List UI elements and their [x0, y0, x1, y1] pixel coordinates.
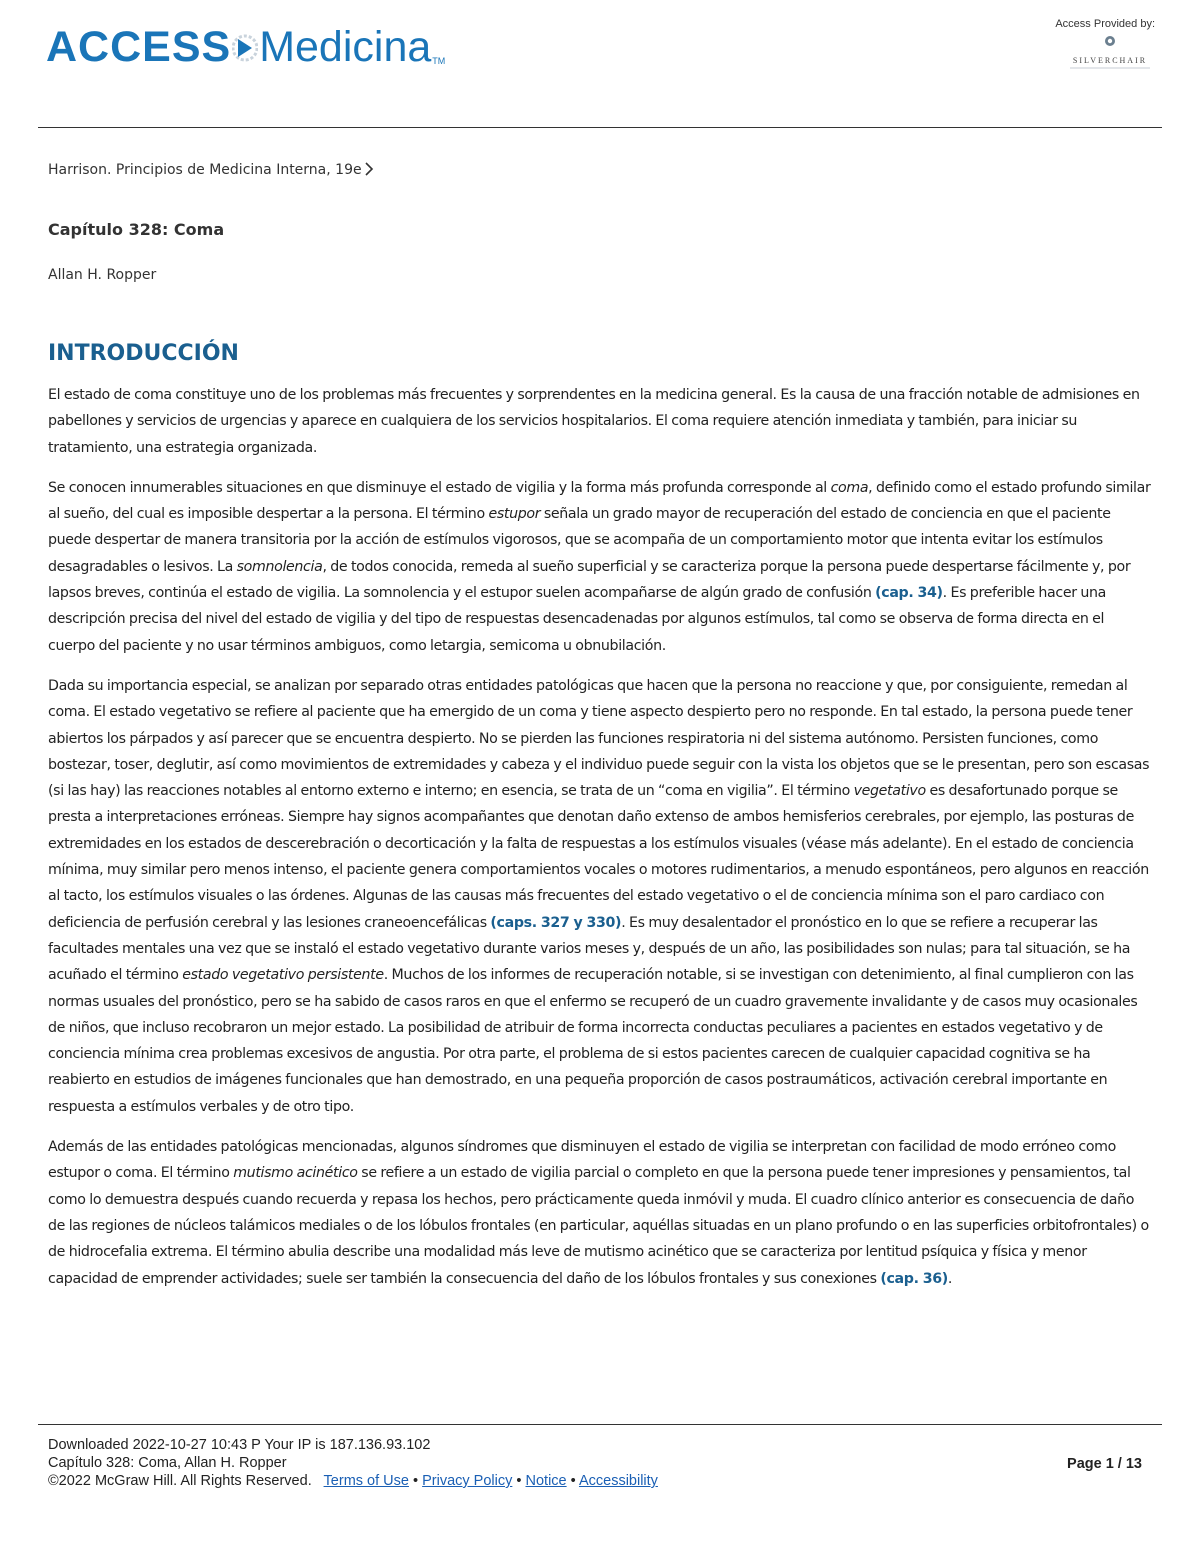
emphasis-term: estado vegetativo persistente — [182, 967, 384, 984]
accessmedicina-logo[interactable] — [46, 22, 445, 72]
text-run: , definido como el estado profundo similar al sueño, del cual es imposible despertar a la persona. El término — [48, 479, 1151, 523]
breadcrumb[interactable] — [48, 159, 1154, 181]
section-title: INTRODUCCIÓN — [48, 341, 239, 366]
emphasis-term: mutismo acinético — [233, 1165, 358, 1182]
text-run: señala un grado mayor de recuperación del estado de conciencia en que el paciente puede despertar de manera transitoria por la acción de estímulos vigorosos, que se acompaña de un comportamiento motor que intenta evitar los estímulos desagradables o lesivos. La — [48, 506, 1111, 575]
accessibility-link[interactable]: Accessibility — [578, 1473, 658, 1489]
chapter-reference-link[interactable]: (cap. 34) — [875, 585, 943, 602]
chevron-right-icon — [364, 162, 374, 176]
article-content — [48, 150, 1154, 1292]
chapter-reference-link[interactable]: (cap. 36) — [880, 1270, 948, 1287]
access-provided-by — [1045, 18, 1155, 65]
paragraph-2 — [48, 475, 1154, 659]
emphasis-term: estupor — [488, 506, 541, 523]
logo-arrow-icon — [232, 22, 258, 72]
text-run: es desafortunado porque se presta a interpretaciones erróneas. Siempre hay signos acompañantes que denotan daño extenso de ambos hemisferios cerebrales, por ejemplo, las posturas de extremidades en los estados de descerebración o decorticación y la falta de respuestas a los estímulos visuales (véase más adelante). En el estado de conciencia mínima, muy similar pero menos intenso, el paciente genera comportamientos vocales o motores rudimentarios, a menudo espontáneos, pero algunos en reacción al tacto, los estímulos visuales o las órdenes. Algunas de las causas más frecuentes del estado vegetativo o el de conciencia mínima son el paro cardiaco con deficiencia de perfusión cerebral y las lesiones craneoencefálicas — [48, 783, 1149, 931]
text-run: . — [947, 1270, 953, 1287]
text-run: se refiere a un estado de vigilia parcial o completo en que la persona puede tener impresiones y pensamientos, tal como lo demuestra después cuando recuerda y repasa los hechos, pero prácticamente queda inmóvil y muda. El cuadro clínico anterior es consecuencia de daño de las regiones de núcleos talámicos mediales o de los lóbulos frontales (en particular, aquéllas situadas en un plano profundo o en las superficies orbitofrontales) o de hidrocefalia extrema. El término abulia describe una modalidad más leve de mutismo acinético que se caracteriza por lentitud psíquica y física y menor capacidad de emprender actividades; suele ser también la consecuencia del daño de los lóbulos frontales y sus conexiones — [48, 1165, 1149, 1287]
footer-separator: • — [413, 1473, 419, 1489]
paragraph-3 — [48, 673, 1154, 1120]
chapter-title: Capítulo 328: Coma — [48, 220, 225, 239]
author-name: Allan H. Ropper — [48, 267, 157, 283]
page-header — [0, 0, 1200, 128]
logo-access-text: ACCESS — [46, 23, 232, 71]
copyright: ©2022 McGraw Hill. All Rights Reserved. — [48, 1473, 312, 1489]
download-info: Downloaded 2022-10-27 10:43 P Your IP is 187.136.93.102 — [48, 1437, 431, 1453]
text-run: . Es muy desalentador el pronóstico en lo que se refiere a recuperar las facultades mentales una vez que se instaló el estado vegetativo durante varios meses y, después de un año, las posibilidades son nulas; para tal situación, se ha acuñado el término — [48, 914, 1131, 984]
emphasis-term: somnolencia — [236, 558, 323, 575]
footer-links-row — [48, 1472, 1148, 1490]
provider-name: SILVERCHAIR — [1072, 56, 1148, 65]
page-footer — [48, 1436, 1148, 1490]
page-number: Page 1 / 13 — [1067, 1456, 1142, 1472]
citation: Capítulo 328: Coma, Allan H. Ropper — [48, 1455, 287, 1471]
emphasis-term: coma — [830, 479, 869, 496]
text-run: Además de las entidades patológicas mencionadas, algunos síndromes que disminuyen el estado de vigilia se interpretan con facilidad de modo erróneo como estupor o coma. El término — [48, 1139, 1116, 1182]
provider-logo-icon — [1065, 32, 1155, 78]
paragraph-4 — [48, 1134, 1154, 1292]
breadcrumb-book-link[interactable]: Harrison. Principios de Medicina Interna, 19e — [48, 162, 362, 178]
emphasis-term: vegetativo — [853, 783, 926, 800]
header-divider — [38, 127, 1162, 128]
text-run: . Muchos de los informes de recuperación notable, si se investigan con detenimiento, al final cumplieron con las normas usuales del pronóstico, pero se ha sabido de casos raros en que el enfermo se recuperó de un cuadro gravemente invalidante y de casos muy ocasionales de niños, que incluso recobraron un mejor estado. La posibilidad de atribuir de forma incorrecta conductas peculiares a pacientes en estados vegetativo y de conciencia mínima crea problemas excesivos de angustia. Por otra parte, el problema de si estos pacientes carecen de cualquier capacidad cognitiva se ha reabierto en estudios de imágenes funcionales que han demostrado, en una pequeña proporción de casos postraumáticos, activación cerebral importante en respuesta a estímulos verbales y de otro tipo. — [48, 967, 1138, 1115]
text-run: , de todos conocida, remeda al sueño superficial y se caracteriza porque la persona puede despertarse fácilmente y, por lapsos breves, continúa el estado de vigilia. La somnolencia y el estupor suelen acompañarse de algún grado de confusión — [48, 558, 1131, 602]
notice-link[interactable]: Notice — [525, 1473, 567, 1489]
logo-trademark: TM — [432, 56, 446, 66]
terms-of-use-link[interactable]: Terms of Use — [323, 1473, 409, 1489]
chapter-reference-link[interactable]: (caps. 327 y 330) — [490, 914, 622, 931]
privacy-policy-link[interactable]: Privacy Policy — [422, 1473, 513, 1489]
provided-by-label: Access Provided by: — [1055, 18, 1155, 30]
paragraph-1: El estado de coma constituye uno de los problemas más frecuentes y sorprendentes en la medicina general. Es la causa de una fracción notable de admisiones en pabellones y servicios de urgencias y aparece en cualquiera de los servicios hospitalarios. El coma requiere atención inmediata y también, para iniciar su tratamiento, una estrategia organizada. — [48, 387, 1140, 456]
logo-medicina-text: Medicina — [259, 23, 432, 71]
footer-divider — [38, 1424, 1162, 1425]
text-run: Dada su importancia especial, se analizan por separado otras entidades patológicas que hacen que la persona no reaccione y que, por consiguiente, remedan al coma. El estado vegetativo se refiere al paciente que ha emergido de un coma y tiene aspecto despierto pero no responde. En tal estado, la persona puede tener abiertos los párpados y así parecer que se encuentra despierto. No se pierden las funciones respiratoria ni del sistema autónomo. Persisten funciones, como bostezar, toser, deglutir, así como movimientos de extremidades y cabeza y el individuo puede seguir con la vista los objetos que se le presentan, pero son escasas (si las hay) las reacciones notables al entorno externo e interno; en esencia, se trata de un “coma en vigilia”. El término — [48, 677, 1150, 800]
footer-separator: • — [516, 1473, 522, 1489]
footer-separator: • — [570, 1473, 576, 1489]
text-run: Se conocen innumerables situaciones en que disminuye el estado de vigilia y la forma más profunda corresponde al — [48, 479, 831, 496]
text-run: . Es preferible hacer una descripción precisa del nivel del estado de vigilia y del tipo de respuestas desencadenadas por algunos estímulos, tal como se observa de forma directa en el cuerpo del paciente y no usar términos ambiguos, como letargia, semicoma u obnubilación. — [48, 585, 1106, 654]
